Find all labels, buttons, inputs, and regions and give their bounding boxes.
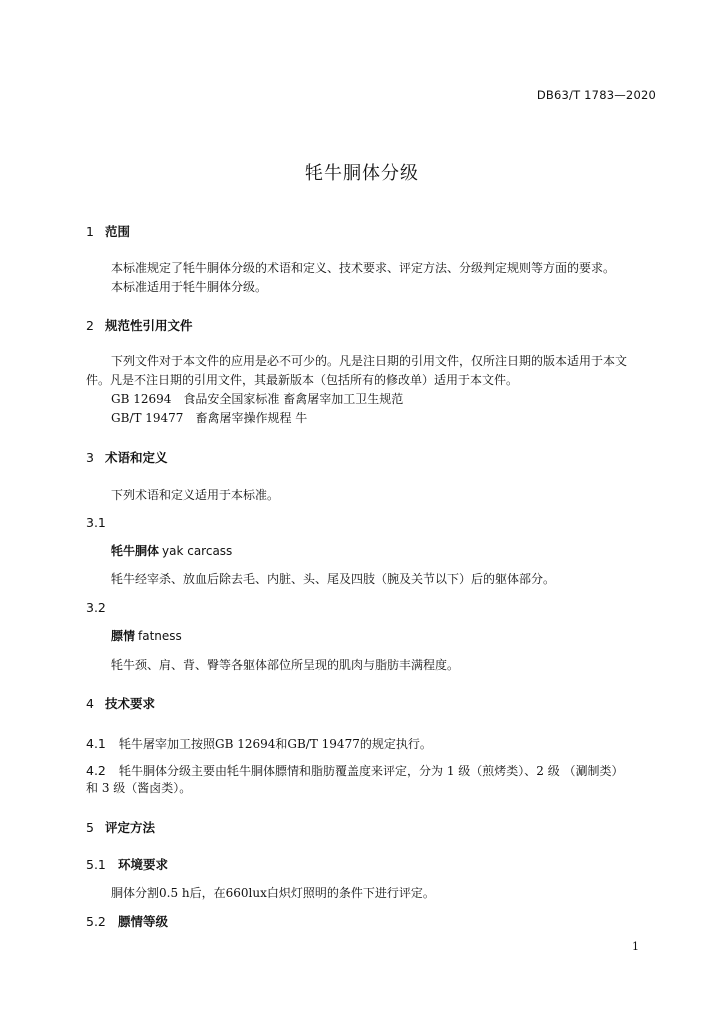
term-name: 膘情 [111,629,136,643]
clause-4-2-line-2: 和 3 级（酱卤类）。 [86,781,192,795]
clause-4-2-line-1 [86,760,624,779]
section-label: 规范性引用文件 [105,318,193,333]
document-title: 牦牛胴体分级 [305,163,419,184]
section-number: 5 [86,820,94,835]
clause-4-1 [86,733,432,752]
section-number: 2 [86,318,94,333]
clause-text: 牦牛屠宰加工按照GB 12694和GB/T 19477的规定执行。 [119,737,432,751]
term-english: yak carcass [162,544,233,558]
document-code: DB63/T 1783—2020 [536,88,656,102]
terms-intro: 下列术语和定义适用于本标准。 [111,488,280,502]
references-paragraph-line-1: 下列文件对于本文件的应用是必不可少的。凡是注日期的引用文件，仅所注日期的版本适用于本文 [111,354,628,368]
section-label: 评定方法 [105,820,156,835]
clause-number: 4.1 [86,736,106,751]
term-entry [111,627,182,644]
term-name: 牦牛胴体 [111,544,160,558]
subsection-number: 5.2 [86,914,106,929]
subsection-label: 环境要求 [118,857,169,872]
subsection-number: 5.1 [86,857,106,872]
subsection-heading-environment [86,855,168,873]
term-number: 3.1 [86,515,106,530]
clause-text: 牦牛胴体分级主要由牦牛胴体膘情和脂肪覆盖度来评定，分为 1 级（煎烤类）、2 级 （涮制类） [119,764,624,778]
section-label: 范围 [105,224,131,239]
term-definition: 牦牛颈、肩、背、臀等各躯体部位所呈现的肌肉与脂肪丰满程度。 [111,658,460,672]
reference-item: GB 12694 食品安全国家标准 畜禽屠宰加工卫生规范 [111,392,404,406]
subsection-heading-fatness-grade [86,912,168,930]
section-number: 4 [86,696,94,711]
scope-paragraph-2: 本标准适用于牦牛胴体分级。 [111,280,268,294]
section-heading-evaluation-method [86,818,155,836]
section-heading-scope [86,222,130,240]
term-english: fatness [138,629,182,643]
section-heading-technical-requirements [86,694,155,712]
term-entry [111,542,232,559]
subsection-label: 膘情等级 [118,914,169,929]
section-label: 术语和定义 [105,450,168,465]
section-number: 3 [86,450,94,465]
section-label: 技术要求 [105,696,156,711]
section-heading-terms [86,448,168,466]
term-number: 3.2 [86,600,106,615]
clause-number: 4.2 [86,763,106,778]
section-number: 1 [86,224,94,239]
scope-paragraph-1: 本标准规定了牦牛胴体分级的术语和定义、技术要求、评定方法、分级判定规则等方面的要求。 [111,261,616,275]
references-paragraph-line-2: 件。凡是不注日期的引用文件，其最新版本（包括所有的修改单）适用于本文件。 [86,373,519,387]
reference-item: GB/T 19477 畜禽屠宰操作规程 牛 [111,411,308,425]
page-number: 1 [632,940,639,953]
environment-paragraph: 胴体分割0.5 h后，在660lux白炽灯照明的条件下进行评定。 [111,886,435,900]
section-heading-normative-references [86,316,193,334]
term-definition: 牦牛经宰杀、放血后除去毛、内脏、头、尾及四肢（腕及关节以下）后的躯体部分。 [111,572,556,586]
